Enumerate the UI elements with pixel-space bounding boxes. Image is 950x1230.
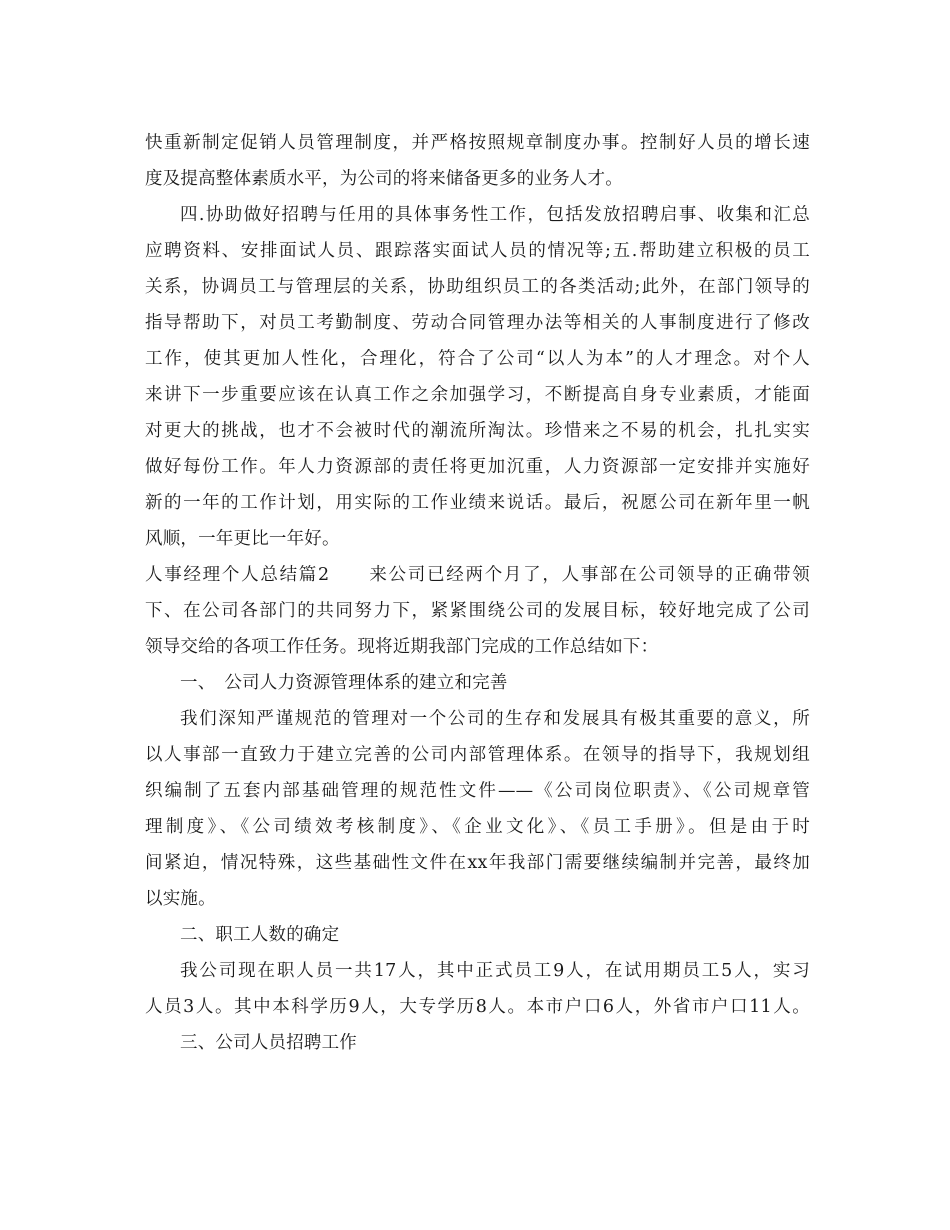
section-heading-line: 人事经理个人总结篇2 来公司已经两个月了，人事部在公司领导的正确带领 — [145, 565, 810, 585]
subheading: 二、职工人数的确定 — [180, 925, 340, 945]
text-line: 应聘资料、安排面试人员、跟踪落实面试人员的情况等;五.帮助建立积极的员工 — [145, 241, 810, 261]
text-line: 我公司现在职人员一共17人，其中正式员工9人，在试用期员工5人，实习 — [180, 961, 810, 981]
text-line: 关系，协调员工与管理层的关系，协助组织员工的各类活动;此外，在部门领导的 — [145, 277, 810, 297]
text-line: 指导帮助下，对员工考勤制度、劳动合同管理办法等相关的人事制度进行了修改 — [145, 313, 810, 333]
text-line: 间紧迫，情况特殊，这些基础性文件在xx年我部门需要继续编制并完善，最终加 — [145, 853, 810, 873]
text-line: 做好每份工作。年人力资源部的责任将更加沉重，人力资源部一定安排并实施好 — [145, 457, 810, 477]
text-line: 人员3人。其中本科学历9人，大专学历8人。本市户口6人，外省市户口11人。 — [145, 997, 810, 1017]
text-line: 来讲下一步重要应该在认真工作之余加强学习，不断提高自身专业素质，才能面 — [145, 385, 810, 405]
text-line: 我们深知严谨规范的管理对一个公司的生存和发展具有极其重要的意义，所 — [180, 709, 810, 729]
text-line: 下、在公司各部门的共同努力下，紧紧围绕公司的发展目标，较好地完成了公司 — [145, 601, 810, 621]
text-line: 度及提高整体素质水平，为公司的将来储备更多的业务人才。 — [145, 169, 623, 189]
subheading: 三、公司人员招聘工作 — [180, 1033, 357, 1053]
text-line: 理制度》、《公司绩效考核制度》、《企业文化》、《员工手册》。但是由于时 — [145, 817, 810, 837]
text-line: 四.协助做好招聘与任用的具体事务性工作，包括发放招聘启事、收集和汇总 — [180, 205, 810, 225]
text-line: 对更大的挑战，也才不会被时代的潮流所淘汰。珍惜来之不易的机会，扎扎实实 — [145, 421, 810, 441]
text-line: 领导交给的各项工作任务。现将近期我部门完成的工作总结如下： — [145, 637, 659, 657]
text-line: 以人事部一直致力于建立完善的公司内部管理体系。在领导的指导下，我规划组 — [145, 745, 810, 765]
text-line: 快重新制定促销人员管理制度，并严格按照规章制度办事。控制好人员的增长速 — [145, 133, 810, 153]
text-line: 风顺，一年更比一年好。 — [145, 529, 340, 549]
subheading: 一、 公司人力资源管理体系的建立和完善 — [180, 673, 508, 693]
text-line: 新的一年的工作计划，用实际的工作业绩来说话。最后，祝愿公司在新年里一帆 — [145, 493, 810, 513]
text-line: 工作，使其更加人性化，合理化，符合了公司“以人为本”的人才理念。对个人 — [145, 349, 810, 369]
text-line: 织编制了五套内部基础管理的规范性文件——《公司岗位职责》、《公司规章管 — [145, 781, 810, 801]
text-line: 以实施。 — [145, 889, 216, 909]
